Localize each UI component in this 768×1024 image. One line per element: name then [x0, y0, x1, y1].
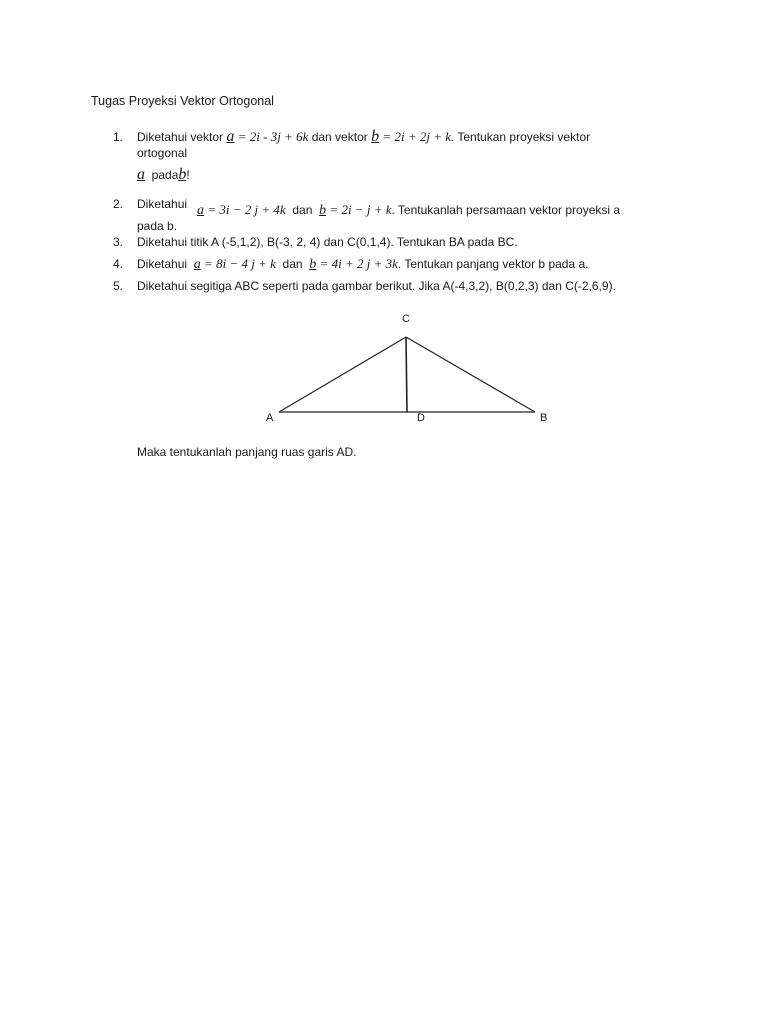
vertex-label-d: D [417, 412, 425, 424]
vector-b: b [319, 203, 327, 218]
vector-a-expression: = 3i − 2 j + 4k [207, 202, 286, 217]
problem-line: ortogonal [137, 146, 188, 160]
vector-a-expression: = 8i − 4 j + k [204, 256, 276, 271]
problem-number: 1. [113, 130, 124, 144]
closing-question: Maka tentukanlah panjang ruas garis AD. [137, 445, 357, 459]
vector-a: a [226, 128, 235, 145]
side-ac [279, 337, 406, 412]
problem-joiner: dan [292, 203, 313, 217]
page-title: Tugas Proyeksi Vektor Ortogonal [91, 94, 274, 108]
problem-lead: Diketahui [137, 197, 188, 211]
vector-b-expression: = 2i − j + k [329, 202, 392, 217]
problem-text: Diketahui segitiga ABC seperti pada gambar berikut. Jika A(-4,3,2), B(0,2,3) dan C(-2,6,9). [137, 279, 616, 293]
vector-a: a [137, 166, 145, 183]
problem-lead: Diketahui vektor [137, 130, 224, 144]
vector-a: a [193, 257, 201, 272]
problem-end: ! [186, 168, 190, 182]
problem-tail: Tentukan proyeksi vektor [457, 130, 591, 144]
vertex-label-a: A [266, 412, 274, 424]
side-cb [406, 337, 535, 412]
problem-number: 3. [113, 235, 124, 249]
altitude-cd [406, 337, 407, 412]
problem-number: 4. [113, 257, 124, 271]
problem-joiner: dan vektor [311, 130, 368, 144]
vector-b: b [371, 128, 380, 145]
problem-tail: . Tentukan panjang vektor b pada a. [397, 257, 589, 271]
problem-line: pada b. [137, 219, 178, 233]
vector-b-expression: = 4i + 2 j + 3k [319, 256, 398, 271]
problem-text: Diketahui titik A (-5,1,2), B(-3, 2, 4) dan C(0,1,4). Tentukan BA pada BC. [137, 235, 518, 249]
vector-a: a [197, 203, 205, 218]
vector-b: b [309, 257, 317, 272]
problem-text: pada [151, 168, 179, 182]
problem-lead: Diketahui [137, 257, 188, 271]
vector-a-expression: = 2i - 3j + 6k [237, 129, 309, 144]
problem-number: 5. [113, 279, 124, 293]
problem-number: 2. [113, 197, 124, 211]
vertex-label-c: C [402, 313, 410, 325]
vector-b-expression: = 2i + 2j + k. [382, 129, 455, 144]
vertex-label-b: B [540, 412, 548, 424]
vector-b: b [178, 166, 187, 183]
problem-tail: . Tentukanlah persamaan vektor proyeksi a [391, 203, 621, 217]
problem-joiner: dan [282, 257, 303, 271]
